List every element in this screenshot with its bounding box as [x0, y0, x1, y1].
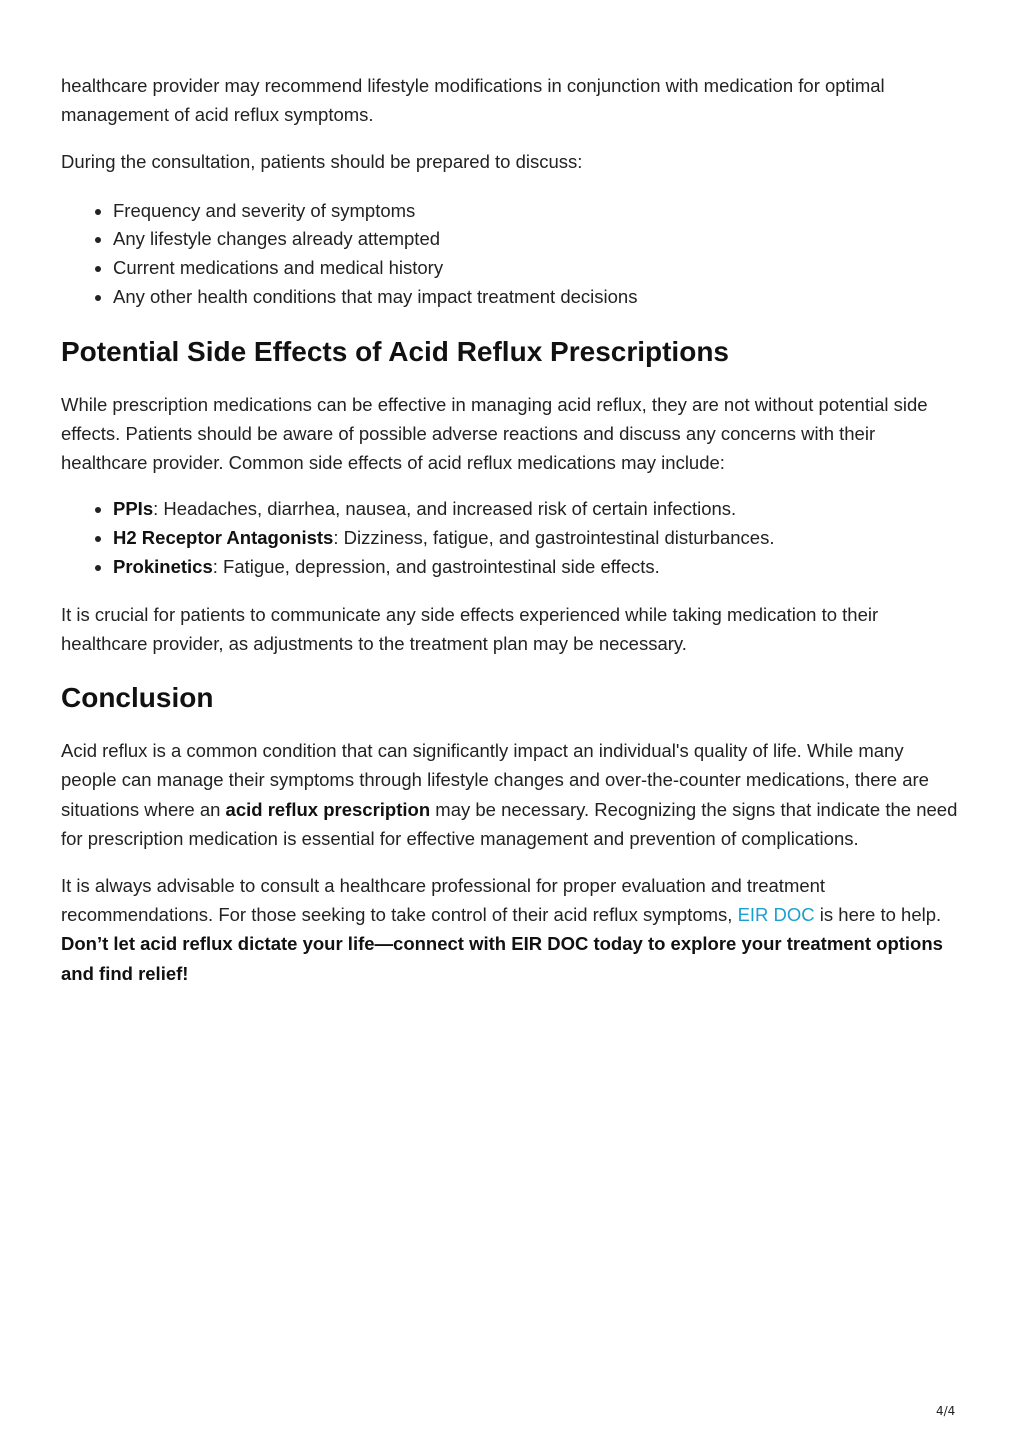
document-page: [61, 71, 961, 988]
list-item-term: PPIs: [113, 498, 154, 520]
cta-bold-text: Don’t let acid reflux dictate your life—connect with EIR DOC today to explore your treatment options and find relief!: [61, 933, 943, 984]
side-effects-list: [61, 495, 961, 581]
conclusion-paragraph: [61, 736, 961, 853]
list-item: [113, 524, 961, 553]
conclusion-text: Acid reflux is a common condition that can significantly impact an individual's quality of life. While many people can manage their symptoms through lifestyle changes and over-the-counter medications, there are situations where an: [61, 740, 929, 820]
list-item: • Frequency and severity of symptoms: [113, 197, 961, 226]
cta-text: It is always advisable to consult a healthcare professional for proper evaluation and treatment recommendations. For those seeking to take control of their acid reflux symptoms,: [61, 875, 826, 926]
list-item-text: : Dizziness, fatigue, and gastrointestinal disturbances.: [333, 527, 775, 549]
eir-doc-link[interactable]: EIR DOC: [737, 904, 815, 926]
intro-paragraph: healthcare provider may recommend lifestyle modifications in conjunction with medication for optimal management of acid reflux symptoms.: [61, 75, 885, 126]
list-item-text: : Headaches, diarrhea, nausea, and increased risk of certain infections.: [153, 498, 737, 520]
side-effects-closing-paragraph: It is crucial for patients to communicate any side effects experienced while taking medication to their healthcare provider, as adjustments to the treatment plan may be necessary.: [61, 603, 879, 654]
consultation-intro: During the consultation, patients should be prepared to discuss:: [61, 151, 583, 173]
conclusion-text: may be necessary. Recognizing the signs that indicate the need for prescription medication is essential for effective management and prevention of complications.: [61, 798, 958, 849]
side-effects-paragraph: While prescription medications can be effective in managing acid reflux, they are not without potential side effects. Patients should be aware of possible adverse reactions and discuss any concerns with their healthcare provider. Common side effects of acid reflux medications may include:: [61, 393, 928, 474]
conclusion-heading: Conclusion: [61, 682, 214, 714]
side-effects-heading: Potential Side Effects of Acid Reflux Prescriptions: [61, 335, 729, 367]
list-item-term: H2 Receptor Antagonists: [113, 527, 334, 549]
cta-text: is here to help.: [814, 904, 942, 926]
consultation-list: [61, 197, 961, 312]
page-number: 4/4: [936, 1404, 956, 1418]
bold-phrase: acid reflux prescription: [225, 798, 431, 820]
list-item: [113, 553, 961, 582]
list-item: • Any other health conditions that may impact treatment decisions: [113, 283, 961, 312]
call-to-action-paragraph: [61, 871, 961, 988]
list-item: • Any lifestyle changes already attempted: [113, 225, 961, 254]
list-item-term: Prokinetics: [113, 556, 213, 577]
list-item: • Current medications and medical history: [113, 254, 961, 283]
list-item: [113, 495, 961, 524]
list-item-text: : Fatigue, depression, and gastrointestinal side effects.: [212, 556, 660, 577]
